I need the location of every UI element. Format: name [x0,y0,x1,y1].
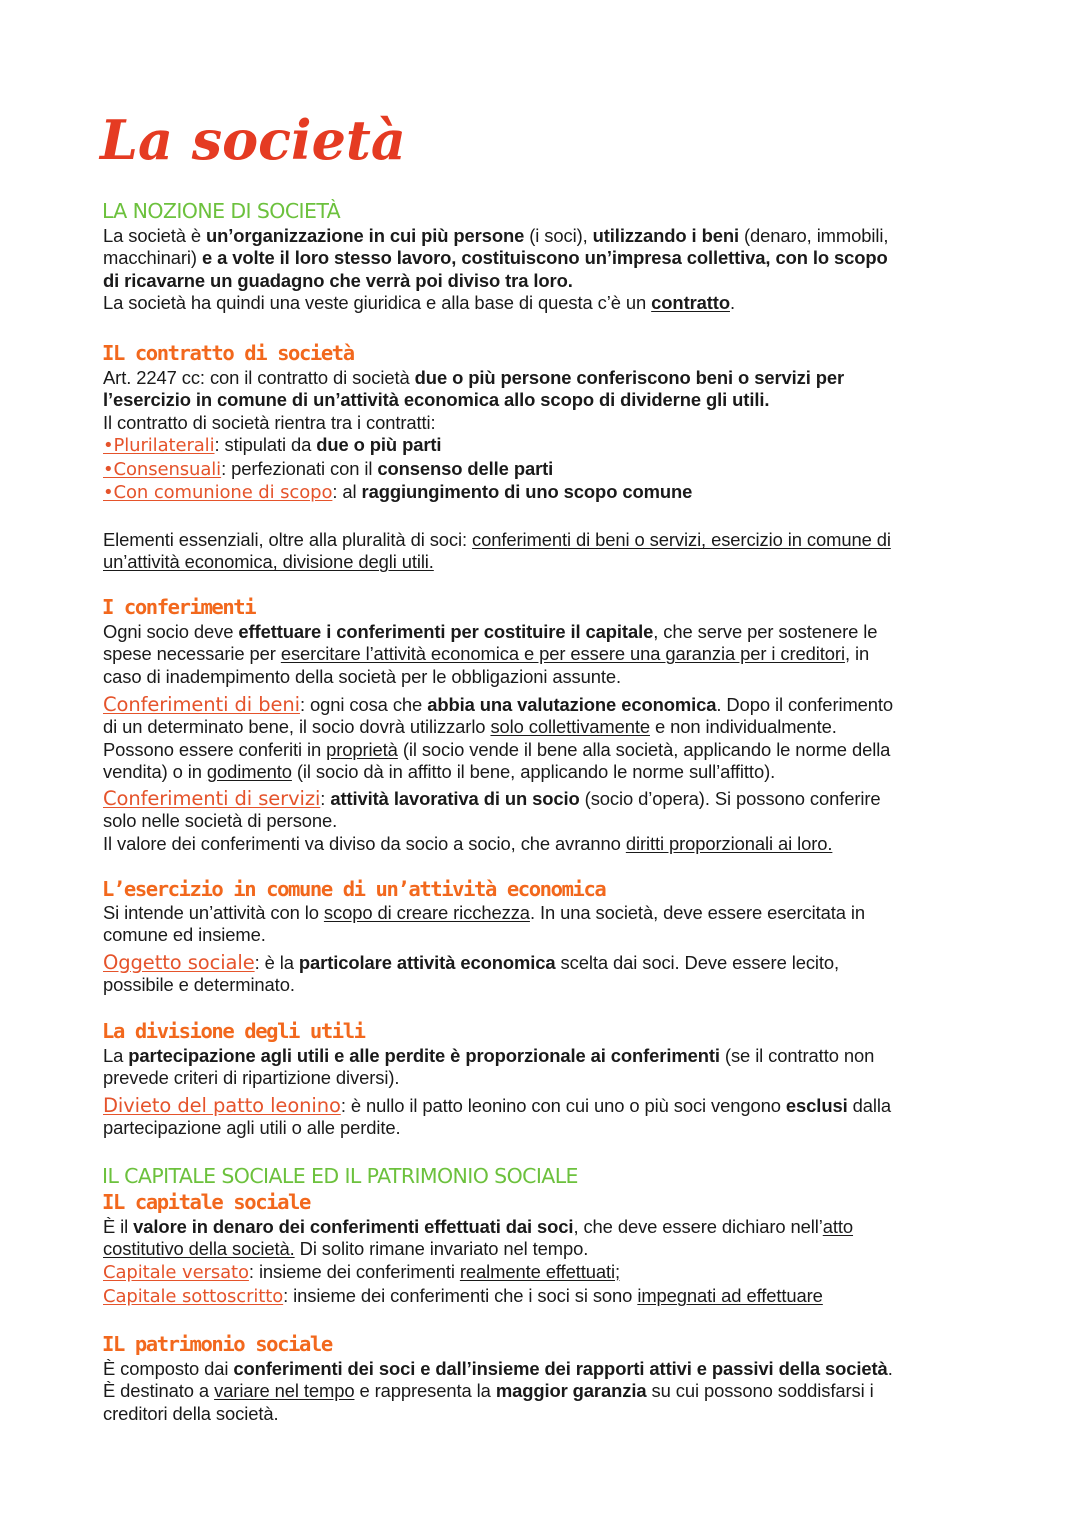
elementi-essenziali: Elementi essenziali, oltre alla pluralità di soci: conferimenti di beni o servizi, esercizio in comune di un’attività economica, divisione degli utili. [103,529,891,573]
capitale-paragraph: È il valore in denaro dei conferimenti effettuati dai soci, che deve essere dichiaro nell’atto costitutivo della società. Di solito rimane invariato nel tempo. Capitale versato: insieme dei conferimenti realmente effettuati; Capitale sottoscritto: insieme dei conferimenti che i soci si sono impegnati ad effettuare [103,1216,854,1308]
subheading-divisione: La divisione degli utili [102,1019,365,1043]
conferimenti-servizi: Conferimenti di servizi: attività lavorativa di un socio (socio d’opera). Si possono conferire solo nelle società di persone. Il valore dei conferimenti va diviso da socio a socio, che avranno diritti proporzionali ai loro. [103,787,881,854]
subheading-patrimonio: IL patrimonio sociale [102,1332,332,1356]
conferimenti-paragraph: Ogni socio deve effettuare i conferimenti per costituire il capitale, che serve per sostenere le spese necessarie per esercitare l’attività economica e per essere una garanzia per i creditori, in caso di inadempimento della società per le obbligazioni assunte. [103,621,878,687]
oggetto-sociale: Oggetto sociale: è la particolare attività economica scelta dai soci. Deve essere lecito, possibile e determinato. [103,951,840,996]
contratto-term: contratto [651,292,730,314]
nozione-paragraph: La società è un’organizzazione in cui più persone (i soci), utilizzando i beni (denaro, immobili, macchinari) e a volte il loro stesso lavoro, costituiscono un’impresa collettiva, con lo scopo di ricavarne un guadagno che verrà poi diviso tra loro. La società ha quindi una veste giuridica e alla base di questa c’è un contratto. [103,225,889,314]
subheading-capitale-sociale: IL capitale sociale [102,1190,310,1214]
patto-leonino: Divieto del patto leonino: è nullo il patto leonino con cui uno o più soci vengono esclusi dalla partecipazione agli utili o alle perdite. [103,1094,891,1139]
esercizio-paragraph: Si intende un’attività con lo scopo di creare ricchezza. In una società, deve essere esercitata in comune ed insieme. [103,902,866,946]
subheading-conferimenti: I conferimenti [102,595,256,619]
section-heading-capitale: IL CAPITALE SOCIALE ED IL PATRIMONIO SOCIALE [102,1164,578,1188]
subheading-contratto: IL contratto di società [102,341,354,365]
list-item: •Consensuali: perfezionati con il consenso delle parti [103,457,554,480]
patrimonio-paragraph: È composto dai conferimenti dei soci e dall’insieme dei rapporti attivi e passivi della società. È destinato a variare nel tempo e rappresenta la maggior garanzia su cui possono soddisfarsi i creditori della società. [103,1358,893,1424]
list-item: •Con comunione di scopo: al raggiungimento di uno scopo comune [103,481,693,504]
section-heading-nozione: LA NOZIONE DI SOCIETÀ [102,199,341,223]
contratto-paragraph: Art. 2247 cc: con il contratto di società due o più persone conferiscono beni o servizi per l’esercizio in comune di un’attività economica allo scopo di dividerne gli utili. Il contratto di società rientra tra i contratti: •Plurilaterali: stipulati da due o più parti •Consensuali: perfezionati con il consenso delle parti •Con comunione di scopo: al raggiungimento di uno scopo comune [103,367,993,504]
conferimenti-beni: Conferimenti di beni: ogni cosa che abbia una valutazione economica. Dopo il conferimento di un determinato bene, il socio dovrà utilizzarlo solo collettivamente e non individualmente. Possono essere conferiti in proprietà (il socio vende il bene alla società, applicando le norme della vendita) o in godimento (il socio dà in affitto il bene, applicando le norme sull’affitto). [103,693,894,783]
divisione-paragraph: La partecipazione agli utili e alle perdite è proporzionale ai conferimenti (se il contratto non prevede criteri di ripartizione diversi). [103,1045,875,1089]
list-item: •Plurilaterali: stipulati da due o più parti [103,434,442,457]
subheading-esercizio: L’esercizio in comune di un’attività economica [102,877,606,901]
page-title: La società [100,108,406,172]
